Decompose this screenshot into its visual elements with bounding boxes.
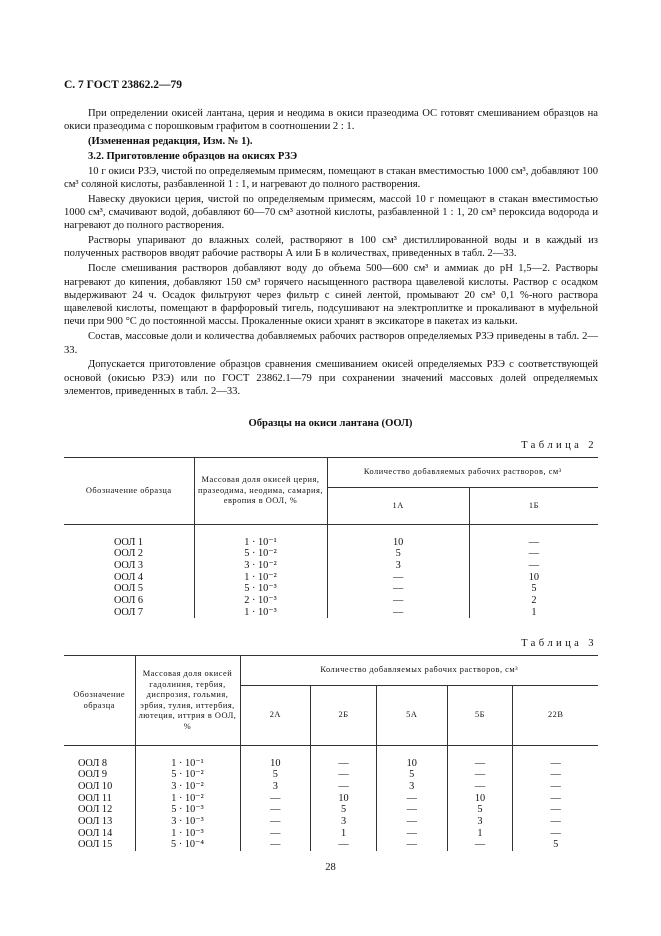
table-cell: — bbox=[311, 839, 377, 851]
table-cell: — bbox=[240, 816, 311, 828]
table-cell: — bbox=[528, 548, 540, 560]
table-cell: 3 · 10⁻³ bbox=[135, 816, 240, 828]
table-cell: — bbox=[327, 607, 469, 619]
table-cell: 1 bbox=[447, 828, 513, 840]
table-row bbox=[64, 548, 598, 560]
table-cell: ООЛ 11 bbox=[64, 793, 135, 805]
table-3-subheader: 2А bbox=[240, 686, 311, 746]
table-cell: — bbox=[240, 804, 311, 816]
table-cell: — bbox=[327, 572, 469, 584]
paragraph: (Измененная редакция, Изм. № 1). bbox=[88, 136, 253, 148]
paragraph: Навеску двуокиси церия, чистой по определяемым примесям, массой 10 г помещают в стакан вместимостью 1000 см³, смачивают водой, добавляют 60—70 см³ азотной кислоты, разбавленной 1 : 1, 20 см³ пероксида водорода и нагревают до полного растворения. bbox=[64, 193, 598, 232]
table-cell: — bbox=[447, 758, 513, 770]
table-cell: 2 bbox=[531, 595, 537, 607]
table-row bbox=[64, 607, 598, 619]
table-cell: 3 · 10⁻² bbox=[194, 560, 327, 572]
table-cell: ООЛ 12 bbox=[64, 804, 135, 816]
table-cell: 5 bbox=[240, 769, 311, 781]
table-2-header-mass: Массовая доля окисей церия, празеодима, неодима, самария, европия в ООЛ, % bbox=[194, 458, 327, 525]
table-3-header-mass: Массовая доля окисей гадолиния, тербия, диспрозия, гольмия, эрбия, тулия, иттербия, лютеция, иттрия в ООЛ, % bbox=[135, 656, 240, 746]
table-2-header-name: Обозначение образца bbox=[64, 458, 194, 525]
table-cell: — bbox=[240, 793, 311, 805]
table-cell: 1 bbox=[531, 606, 537, 618]
table-3-subheader: 5А bbox=[376, 686, 447, 746]
table-cell: — bbox=[550, 757, 561, 769]
table-3-header-name: Обозначение образца bbox=[64, 656, 135, 746]
table-cell: — bbox=[550, 780, 561, 792]
paragraph: Состав, массовые доли и количества добавляемых рабочих растворов определяемых РЗЭ приведены в табл. 2—33. bbox=[64, 331, 598, 356]
table-cell: — bbox=[327, 583, 469, 595]
table-cell: — bbox=[311, 781, 377, 793]
table-cell: 10 bbox=[240, 758, 311, 770]
table-cell: 10 bbox=[311, 793, 377, 805]
table-cell: 10 bbox=[447, 793, 513, 805]
table-cell: 5 bbox=[327, 548, 469, 560]
table-cell: 5 bbox=[376, 769, 447, 781]
table-cell: — bbox=[240, 828, 311, 840]
table-row bbox=[64, 816, 598, 828]
table-cell: 1 · 10⁻¹ bbox=[194, 537, 327, 549]
table-cell: — bbox=[327, 595, 469, 607]
table-cell: 3 bbox=[447, 816, 513, 828]
table-cell: 1 · 10⁻³ bbox=[135, 828, 240, 840]
table-cell: ООЛ 10 bbox=[64, 781, 135, 793]
table-cell: — bbox=[550, 769, 561, 781]
table-cell: 3 bbox=[376, 781, 447, 793]
paragraph: Растворы упаривают до влажных солей, растворяют в 100 см³ дистиллированной воды и в каждый из полученных растворов вводят рабочие растворы А или Б в количествах, приведенных в табл. 2—33. bbox=[64, 235, 598, 260]
table-cell: 10 bbox=[327, 537, 469, 549]
table-cell: ООЛ 9 bbox=[64, 769, 135, 781]
table-cell: 5 · 10⁻³ bbox=[194, 583, 327, 595]
table-cell: — bbox=[550, 816, 561, 828]
table-cell: 1 · 10⁻³ bbox=[194, 607, 327, 619]
table-row bbox=[64, 537, 598, 549]
table-row bbox=[64, 793, 598, 805]
table-cell: ООЛ 8 bbox=[64, 758, 135, 770]
table-3-subheader: 5Б bbox=[447, 686, 513, 746]
table-row bbox=[64, 595, 598, 607]
table-cell: 10 bbox=[528, 571, 540, 583]
table-cell: 1 bbox=[311, 828, 377, 840]
paragraph: После смешивания растворов добавляют воду до объема 500—600 см³ и аммиак до pH 1,5—2. Растворы нагревают до кипения, добавляют 150 см³ горячего насыщенного раствора щавелевой кислоты. Раствор с осадком выдерживают 24 ч. Осадок фильтруют через фильтр с синей лентой, промывают 20 см³ 0,1 %-ного раствора щавелевой кислоты, помещают в фарфоровый тигель, подсушивают на электроплитке и прокаливают в муфельной печи при 900 °С до постоянной массы. Прокаленные окиси хранят в эксикаторе в пакетах из кальки. bbox=[64, 263, 598, 328]
table-cell: 5 bbox=[447, 804, 513, 816]
table-cell: 1 · 10⁻¹ bbox=[135, 758, 240, 770]
table-cell: — bbox=[550, 792, 561, 804]
table-cell: — bbox=[311, 758, 377, 770]
table-cell: — bbox=[550, 804, 561, 816]
table-cell: — bbox=[447, 839, 513, 851]
table-cell: 5 · 10⁻³ bbox=[135, 804, 240, 816]
table-cell: ООЛ 1 bbox=[64, 537, 194, 549]
table-row bbox=[64, 828, 598, 840]
table-cell: 1 · 10⁻² bbox=[194, 572, 327, 584]
table-cell: — bbox=[311, 769, 377, 781]
table-cell: 5 · 10⁻⁴ bbox=[135, 839, 240, 851]
table-3-header-qty: Количество добавляемых рабочих растворов, см³ bbox=[240, 656, 598, 686]
table-2-subheader: 1А bbox=[327, 488, 469, 525]
table-cell: 2 · 10⁻³ bbox=[194, 595, 327, 607]
table-cell: ООЛ 7 bbox=[64, 607, 194, 619]
table-3-label: Таблица 3 bbox=[521, 638, 597, 649]
paragraph: 3.2. Приготовление образцов на окисях РЗЭ bbox=[88, 150, 298, 162]
table-cell: 5 bbox=[311, 804, 377, 816]
table-cell: — bbox=[528, 536, 540, 548]
page-header: С. 7 ГОСТ 23862.2—79 bbox=[64, 79, 183, 91]
table-cell: — bbox=[528, 559, 540, 571]
table-cell: — bbox=[376, 816, 447, 828]
table-cell: 5 bbox=[553, 839, 559, 851]
table-cell: — bbox=[376, 804, 447, 816]
table-3-subheader: 2Б bbox=[311, 686, 377, 746]
table-cell: — bbox=[447, 769, 513, 781]
table-cell: ООЛ 4 bbox=[64, 572, 194, 584]
table-cell: ООЛ 2 bbox=[64, 548, 194, 560]
table-row bbox=[64, 572, 598, 584]
table-cell: ООЛ 6 bbox=[64, 595, 194, 607]
table-cell: ООЛ 14 bbox=[64, 828, 135, 840]
table-caption: Образцы на окиси лантана (ООЛ) bbox=[248, 418, 413, 429]
table-cell: — bbox=[240, 839, 311, 851]
table-2-subheader: 1Б bbox=[469, 488, 598, 525]
table-cell: — bbox=[447, 781, 513, 793]
table-cell: 5 bbox=[531, 583, 537, 595]
table-row bbox=[64, 839, 598, 851]
table-cell: 1 · 10⁻² bbox=[135, 793, 240, 805]
table-cell: — bbox=[376, 793, 447, 805]
table-cell: ООЛ 5 bbox=[64, 583, 194, 595]
body-text bbox=[64, 107, 598, 400]
table-cell: ООЛ 13 bbox=[64, 816, 135, 828]
table-row bbox=[64, 781, 598, 793]
table-cell: 3 bbox=[327, 560, 469, 572]
table-3-subheader: 22В bbox=[513, 686, 598, 746]
table-2 bbox=[64, 457, 598, 618]
table-cell: 10 bbox=[376, 758, 447, 770]
table-cell: 3 bbox=[240, 781, 311, 793]
paragraph: При определении окисей лантана, церия и неодима в окиси празеодима ОС готовят смешиванием образцов на окиси празеодима с порошковым графитом в соотношении 2 : 1. bbox=[64, 108, 598, 133]
page-number: 28 bbox=[325, 862, 336, 873]
table-cell: ООЛ 3 bbox=[64, 560, 194, 572]
table-2-header-qty: Количество добавляемых рабочих растворов, см³ bbox=[327, 458, 598, 488]
table-cell: — bbox=[376, 839, 447, 851]
table-cell: — bbox=[550, 827, 561, 839]
paragraph: 10 г окиси РЗЭ, чистой по определяемым примесям, помещают в стакан вместимостью 1000 см³, добавляют 100 см³ соляной кислоты, разбавленной 1 : 1, и нагревают до полного растворения. bbox=[64, 165, 598, 190]
table-row bbox=[64, 804, 598, 816]
table-row bbox=[64, 583, 598, 595]
table-cell: 3 · 10⁻² bbox=[135, 781, 240, 793]
table-cell: 5 · 10⁻² bbox=[194, 548, 327, 560]
table-cell: ООЛ 15 bbox=[64, 839, 135, 851]
table-row bbox=[64, 758, 598, 770]
table-cell: 5 · 10⁻² bbox=[135, 769, 240, 781]
table-row bbox=[64, 769, 598, 781]
paragraph: Допускается приготовление образцов сравнения смешиванием окисей определяемых РЗЭ с соответствующей основой (окисью РЗЭ) или по ГОСТ 23862.1—79 при сохранении значений массовых долей определяемых элементов, приведенных в табл. 2—33. bbox=[64, 359, 598, 397]
table-2-label: Таблица 2 bbox=[521, 440, 597, 451]
table-3 bbox=[64, 655, 598, 851]
table-cell: 3 bbox=[311, 816, 377, 828]
table-row bbox=[64, 560, 598, 572]
table-cell: — bbox=[376, 828, 447, 840]
